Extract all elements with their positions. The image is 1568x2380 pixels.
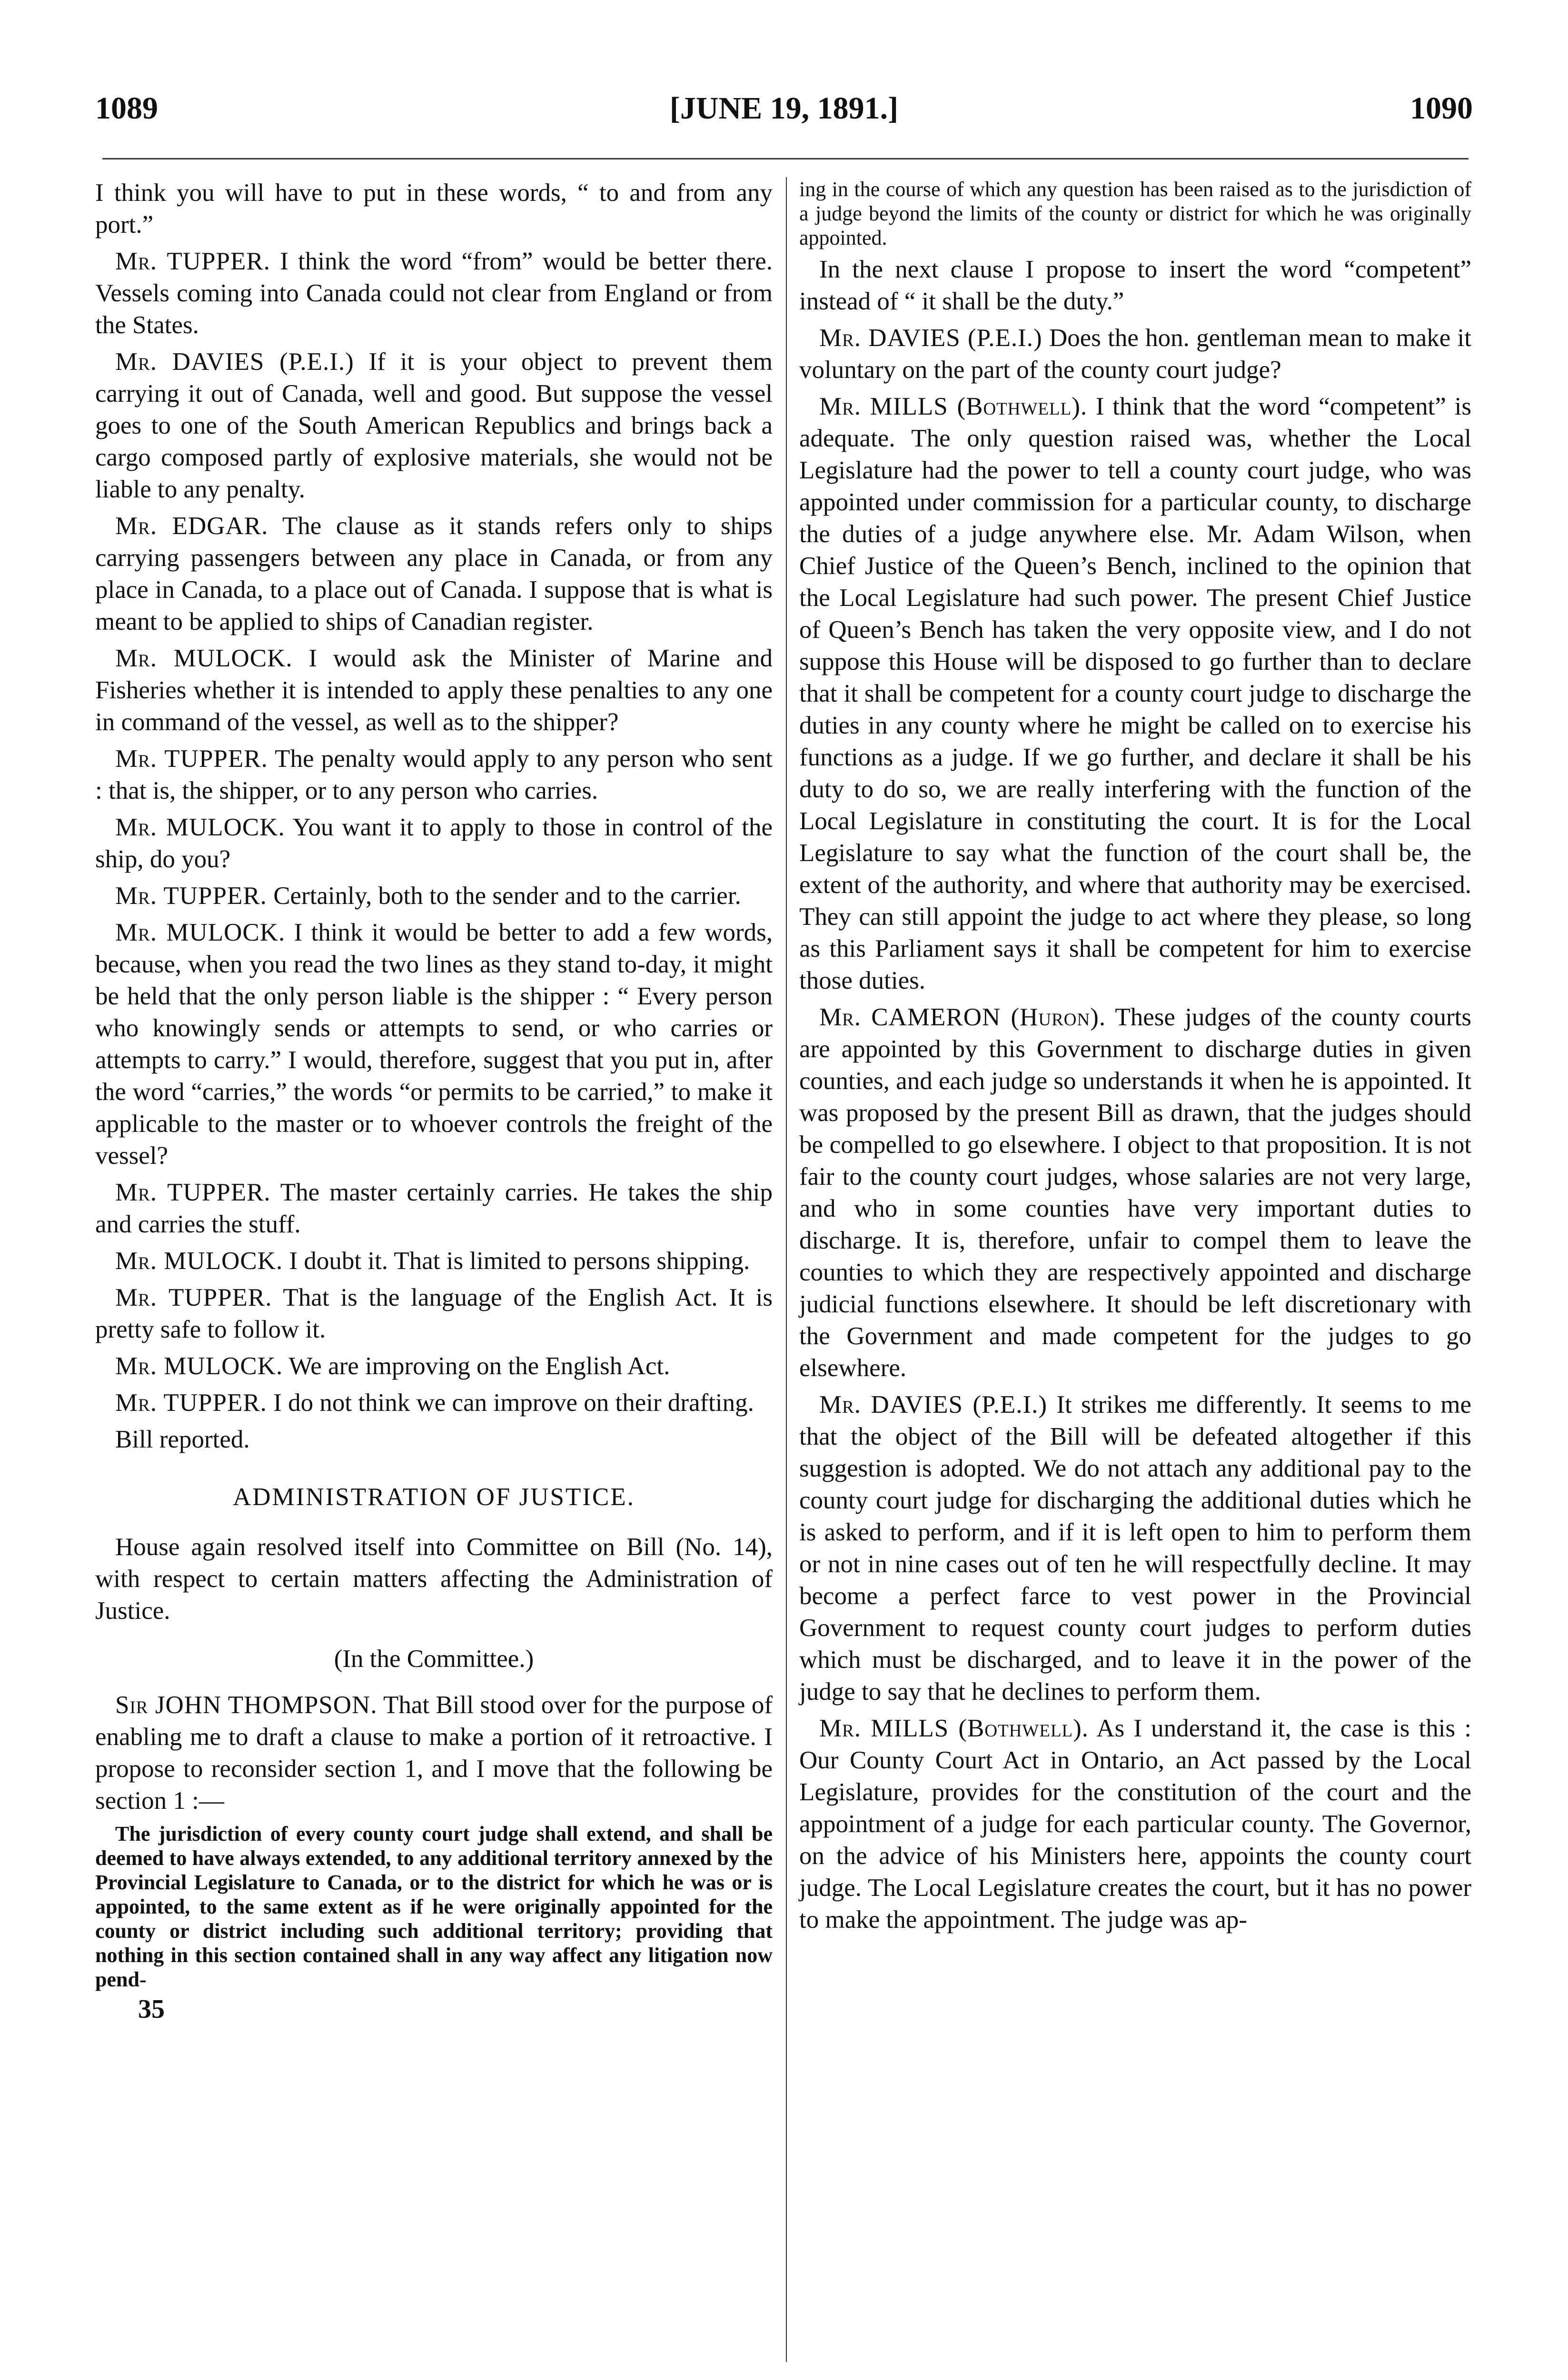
paragraph	[95, 643, 773, 738]
speech-text: That Bill stood over for the purpose of enabling me to draft a clause to make a portion of it retroactive. I propose to reconsider section 1, and I move that the following be section 1 :—	[95, 1691, 773, 1815]
header-rule	[102, 158, 1469, 159]
paragraph	[95, 510, 773, 638]
paragraph	[95, 743, 773, 807]
left-column	[95, 177, 773, 2025]
speech-text: I would ask the Minister of Marine and Fisheries whether it is intended to apply these penalties to any one in command of the vessel, as well as to the shipper?	[95, 645, 773, 736]
speech-text: I think the word “from” would be better there. Vessels coming into Canada could not clear from England or from the States.	[95, 248, 773, 339]
paragraph	[799, 391, 1471, 997]
speaker-name: Mr. DAVIES (P.E.I.)	[819, 324, 1042, 352]
paragraph	[95, 1689, 773, 1817]
speaker-name: Mr. DAVIES (P.E.I.)	[115, 348, 354, 376]
quoted-clause-continued: ing in the course of which any question has been raised as to the jurisdiction of a judge beyond the limits of the county or district for which he was originally appointed.	[799, 178, 1471, 249]
speech-text: That is the language of the English Act. It is pretty safe to follow it.	[95, 1284, 773, 1343]
paragraph	[95, 1350, 773, 1382]
speaker-name: Mr. MULOCK.	[115, 919, 286, 946]
paragraph	[95, 177, 773, 241]
right-column	[799, 177, 1471, 1941]
paragraph	[95, 1245, 773, 1277]
column-divider	[786, 177, 787, 2362]
speaker-name: Sir JOHN THOMPSON.	[115, 1691, 377, 1719]
speech-text: Does the hon. gentleman mean to make it voluntary on the part of the county court judge?	[799, 324, 1471, 384]
signature-mark: 35	[138, 1994, 165, 2024]
speech-text: The master certainly carries. He takes the ship and carries the stuff.	[95, 1179, 773, 1238]
paragraph	[95, 346, 773, 506]
paragraph	[95, 1282, 773, 1346]
paragraph	[95, 1387, 773, 1419]
speaker-name: Mr. MULOCK.	[115, 813, 285, 841]
speech-text: I doubt it. That is limited to persons shipping.	[289, 1247, 750, 1275]
speaker-name: Mr. TUPPER.	[115, 248, 270, 275]
speech-text: Certainly, both to the sender and to the carrier.	[273, 882, 741, 910]
paragraph	[95, 246, 773, 341]
speech-text: Bill reported.	[115, 1426, 250, 1453]
speaker-name: Mr. MULOCK.	[115, 645, 293, 672]
paragraph	[95, 880, 773, 912]
speaker-name: Mr. MILLS (Bothwell).	[819, 393, 1088, 420]
paragraph	[95, 1177, 773, 1240]
committee-note: (In the Committee.)	[334, 1645, 534, 1673]
speaker-name: Mr. MULOCK.	[115, 1247, 283, 1275]
paragraph	[799, 322, 1471, 386]
section-heading: ADMINISTRATION OF JUSTICE.	[232, 1483, 635, 1511]
speaker-name: Mr. EDGAR.	[115, 512, 268, 540]
right-page-number: 1090	[1410, 91, 1473, 126]
speaker-name: Mr. CAMERON (Huron).	[819, 1003, 1106, 1031]
speaker-name: Mr. TUPPER.	[115, 882, 267, 910]
speaker-name: Mr. DAVIES (P.E.I.)	[819, 1391, 1047, 1418]
speech-text: In the next clause I propose to insert the word “competent” instead of “ it shall be the duty.”	[799, 256, 1471, 315]
speech-text: The penalty would apply to any person who sent : that is, the shipper, or to any person who carries.	[95, 745, 773, 804]
speaker-name: Mr. TUPPER.	[115, 1284, 272, 1311]
quoted-clause: The jurisdiction of every county court judge shall extend, and shall be deemed to have always extended, to any additional territory annexed by the Provincial Legislature to Canada, or to the district for which he was or is appointed, to the same extent as if he were originally appointed for the county or district including such additional territory; providing that nothing in this section contained shall in any way affect any litigation now pend-	[95, 1822, 773, 1991]
speech-text: I think you will have to put in these words, “ to and from any port.”	[95, 179, 773, 238]
speaker-name: Mr. TUPPER.	[115, 1179, 271, 1206]
speech-text: We are improving on the English Act.	[288, 1352, 670, 1380]
paragraph	[95, 1424, 773, 1456]
paragraph	[799, 1389, 1471, 1708]
speech-text: As I understand it, the case is this : Our County Court Act in Ontario, an Act passed by the Local Legislature, provides for the constitution of the court and the appointment of a judge for each particular county. The Governor, on the advice of his Ministers here, appoints the county court judge. The Local Legislature creates the court, but it has no power to make the appointment. The judge was ap-	[799, 1715, 1471, 1934]
speech-text: If it is your object to prevent them carrying it out of Canada, well and good. But suppose the vessel goes to one of the South American Republics and brings back a cargo composed partly of explosive materials, she would not be liable to any penalty.	[95, 348, 773, 503]
speech-text: The clause as it stands refers only to ships carrying passengers between any place in Canada, or from any place in Canada, to a place out of Canada. I suppose that is what is meant to be applied to ships of Canadian register.	[95, 512, 773, 635]
paragraph	[95, 812, 773, 875]
speaker-name: Mr. TUPPER.	[115, 1389, 267, 1417]
header-date: [JUNE 19, 1891.]	[669, 91, 899, 126]
left-page-number: 1089	[95, 91, 158, 126]
speech-text: These judges of the county courts are appointed by this Government to discharge duties in given counties, and each judge so understands it when he is appointed. It was proposed by the present Bill as drawn, that the judges should be compelled to go elsewhere. I object to that proposition. It is not fair to the county court judges, whose salaries are not very large, and who in some counties have very important duties to discharge. It is, therefore, unfair to compel them to leave the counties to which they are respectively appointed and discharge judicial functions elsewhere. It should be left discretionary with the Government and made competent for the judges to go elsewhere.	[799, 1003, 1472, 1382]
section-intro: House again resolved itself into Committee on Bill (No. 14), with respect to certain matters affecting the Administration of Justice.	[95, 1533, 773, 1625]
speaker-name: Mr. TUPPER.	[115, 745, 268, 773]
speech-text: I do not think we can improve on their drafting.	[273, 1389, 754, 1417]
speaker-name: Mr. MULOCK.	[115, 1352, 283, 1380]
paragraph	[799, 1713, 1471, 1936]
paragraph	[799, 254, 1471, 317]
speech-text: It strikes me differently. It seems to me that the object of the Bill will be defeated altogether if this suggestion is adopted. We do not attach any additional pay to the county court judge for discharging the additional duties which he is asked to perform, and if it is left open to him to perform them or not in nine cases out of ten he will respectfully decline. It may become a perfect farce to vest power in the Provincial Government to request county court judges to perform duties which must be discharged, and to leave it in the power of the judge to say that he declines to perform them.	[799, 1391, 1471, 1706]
speaker-name: Mr. MILLS (Bothwell).	[819, 1715, 1089, 1742]
speech-text: I think that the word “competent” is adequate. The only question raised was, whether the Local Legislature had the power to tell a county court judge, who was appointed under commission for a particular county, to discharge the duties of a judge anywhere else. Mr. Adam Wilson, when Chief Justice of the Queen’s Bench, inclined to the opinion that the Local Legislature had such power. The present Chief Justice of Queen’s Bench has taken the very opposite view, and I do not suppose this House will be disposed to go further than to declare that it shall be competent for a county court judge to discharge the duties in any county where he might be called on to exercise his functions as a judge. If we go further, and declare it shall be his duty to do so, we are really interfering with the function of the Local Legislature in constituting the court. It is for the Local Legislature to say what the function of the court shall be, the extent of the authority, and where that authority may be exercised. They can still appoint the judge to act where they please, so long as this Parliament says it shall be competent for him to exercise those duties.	[799, 393, 1471, 994]
speech-text: I think it would be better to add a few words, because, when you read the two lines as they stand to-day, it might be held that the only person liable is the shipper : “ Every person who knowingly sends or attempts to send, or who carries or attempts to carry.” I would, therefore, suggest that you put in, after the word “carries,” the words “or permits to be carried,” to make it applicable to the master or to whoever controls the freight of the vessel?	[95, 919, 773, 1170]
paragraph	[95, 917, 773, 1172]
page-header	[95, 90, 1473, 133]
paragraph	[799, 1002, 1471, 1384]
speech-text: You want it to apply to those in control of the ship, do you?	[95, 813, 773, 873]
